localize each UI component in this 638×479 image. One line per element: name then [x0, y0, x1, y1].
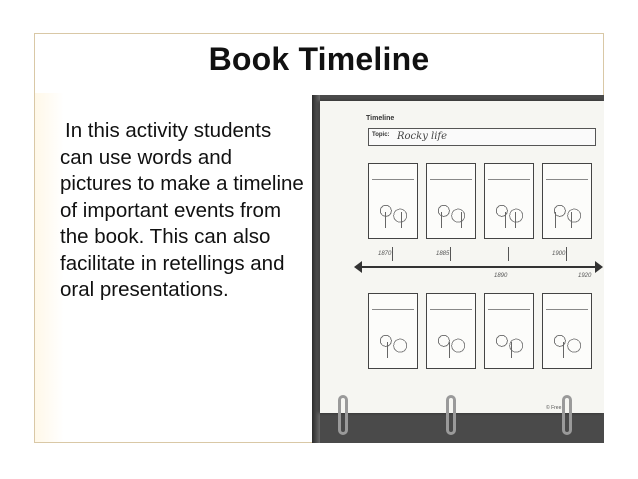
timeline-line	[360, 266, 596, 268]
timeline-year: 1920	[578, 273, 592, 279]
slide-body-text	[60, 118, 308, 304]
timeline-tick	[450, 247, 451, 261]
timeline-frame	[426, 293, 476, 369]
topic-box	[368, 128, 596, 146]
timeline-frame	[426, 163, 476, 239]
worksheet-paper	[320, 101, 604, 413]
timeline-year: 1870	[378, 251, 392, 257]
binder-ring	[338, 395, 348, 435]
copyright-text: © Free	[546, 405, 562, 411]
timeline-tick	[566, 247, 567, 261]
body-paragraph: In this activity students can use words and pictures to make a timeline of important events from the book. This can also facilitate in retellings and oral presentations.	[60, 119, 304, 301]
timeline-frame	[368, 163, 418, 239]
timeline-tick	[392, 247, 393, 261]
timeline-year: 1900	[552, 251, 566, 257]
worksheet-photo	[312, 95, 604, 443]
timeline-arrow-right	[595, 261, 603, 273]
timeline-frame	[484, 163, 534, 239]
worksheet-title: Timeline	[366, 115, 395, 122]
timeline-frame	[542, 293, 592, 369]
binder-ring	[562, 395, 572, 435]
timeline-frame	[368, 293, 418, 369]
timeline-year: 1885	[436, 251, 450, 257]
slide-title: Book Timeline	[208, 41, 430, 77]
timeline-frame	[484, 293, 534, 369]
binder-edge	[312, 95, 320, 443]
timeline-frame	[542, 163, 592, 239]
binder-ring	[446, 395, 456, 435]
timeline-tick	[508, 247, 509, 261]
topic-label: Topic:	[372, 132, 390, 138]
timeline-year: 1890	[494, 273, 508, 279]
topic-handwriting: Rocky life	[397, 131, 448, 142]
